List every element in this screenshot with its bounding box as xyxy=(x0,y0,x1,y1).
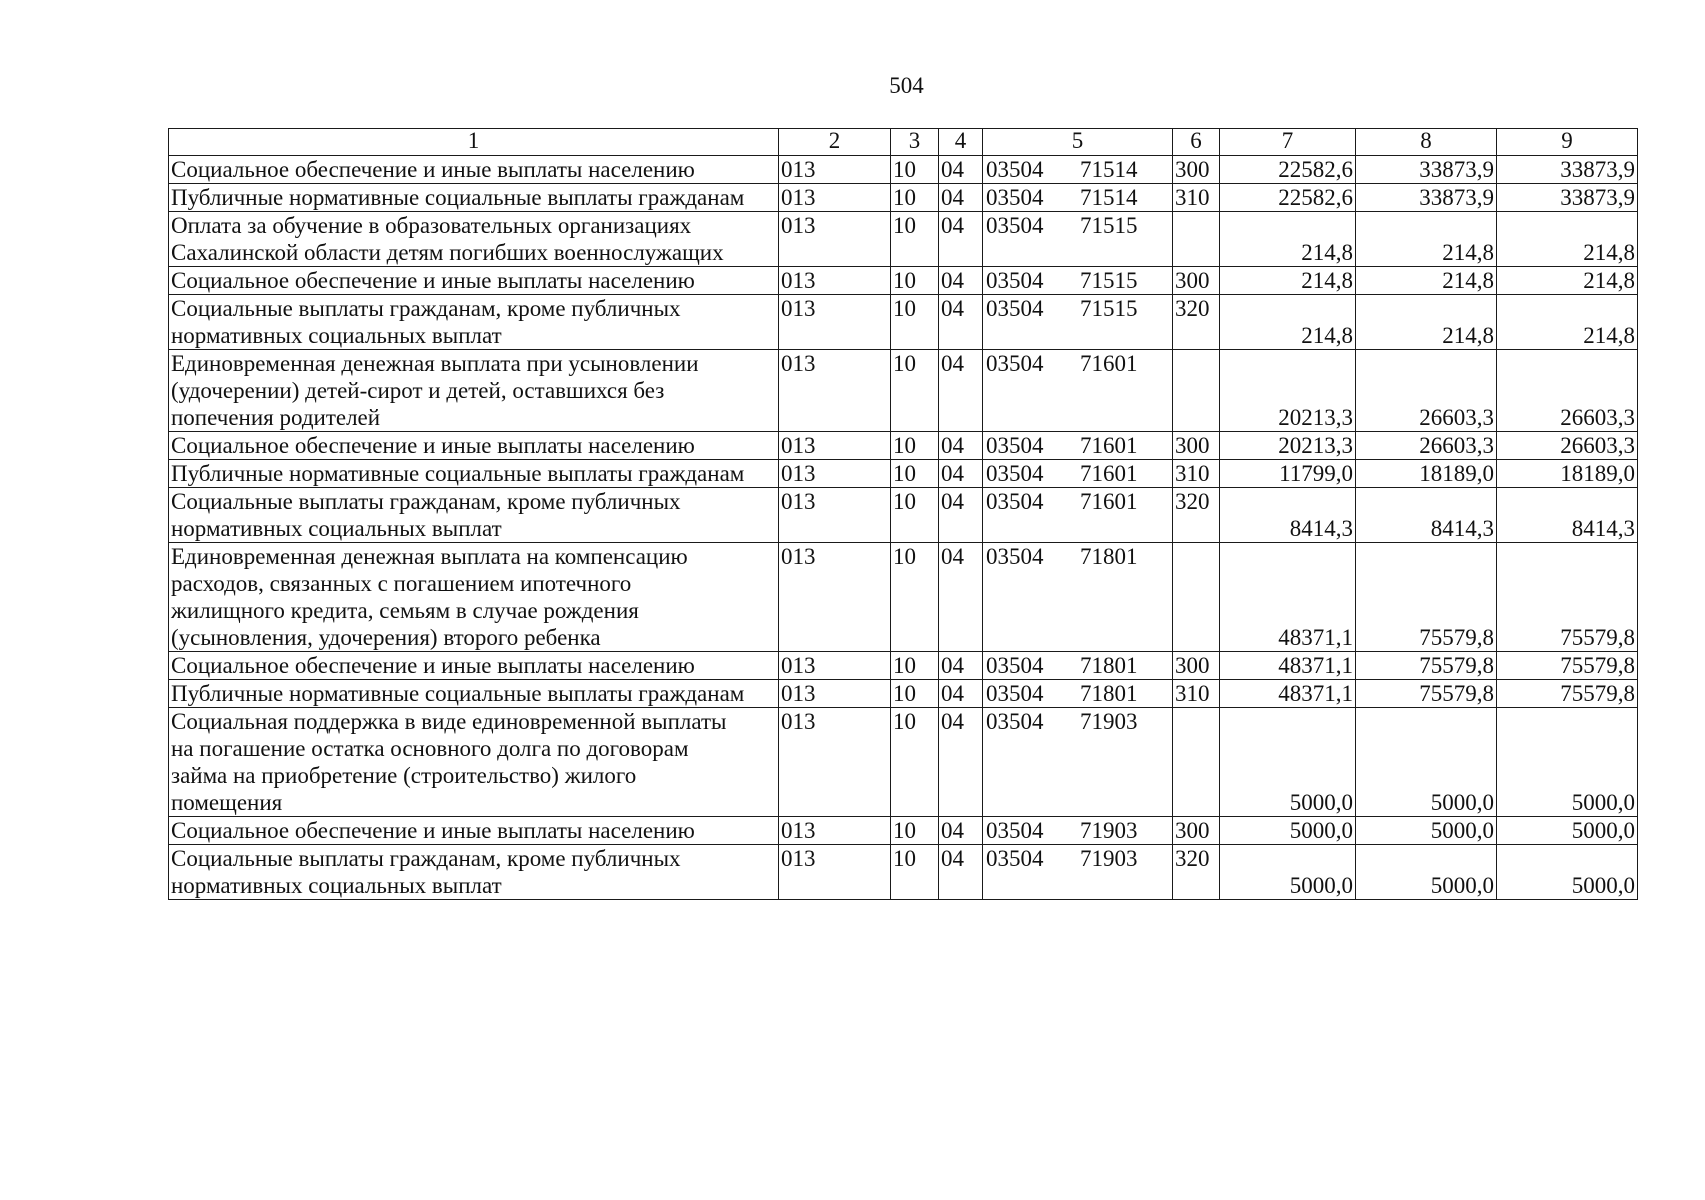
amount-col8-cell: 33873,9 xyxy=(1356,156,1497,184)
amount-col8-cell: 5000,0 xyxy=(1356,845,1497,900)
amount-col8-cell: 214,8 xyxy=(1356,295,1497,350)
ministry-code-cell: 013 xyxy=(779,652,891,680)
ministry-code-cell: 013 xyxy=(779,432,891,460)
amount-col9-cell: 8414,3 xyxy=(1497,488,1638,543)
target-item-cell xyxy=(983,543,1173,652)
table-row xyxy=(169,845,1638,900)
amount-col7-cell: 214,8 xyxy=(1220,267,1356,295)
amount-col7-cell: 48371,1 xyxy=(1220,680,1356,708)
amount-col7-cell: 48371,1 xyxy=(1220,543,1356,652)
ministry-code-cell: 013 xyxy=(779,156,891,184)
target-item-cell xyxy=(983,817,1173,845)
amount-col9-cell: 18189,0 xyxy=(1497,460,1638,488)
amount-col7-cell: 20213,3 xyxy=(1220,432,1356,460)
amount-col7-cell: 214,8 xyxy=(1220,212,1356,267)
budget-table xyxy=(168,128,1638,900)
program-code: 03504 xyxy=(986,185,1044,210)
table-row xyxy=(169,543,1638,652)
ministry-code-cell: 013 xyxy=(779,680,891,708)
expense-type-cell xyxy=(1173,708,1220,817)
section-code-cell: 10 xyxy=(891,460,939,488)
column-header-2: 2 xyxy=(779,129,891,156)
target-item-cell xyxy=(983,350,1173,432)
amount-col7-cell: 8414,3 xyxy=(1220,488,1356,543)
expense-name-cell: Социальное обеспечение и иные выплаты населению xyxy=(169,156,779,184)
program-code: 03504 xyxy=(986,213,1044,238)
ministry-code-cell: 013 xyxy=(779,845,891,900)
expense-name-cell: Социальное обеспечение и иные выплаты населению xyxy=(169,817,779,845)
table-row xyxy=(169,652,1638,680)
amount-col7-cell: 22582,6 xyxy=(1220,156,1356,184)
subsection-code-cell: 04 xyxy=(939,817,983,845)
subsection-code-cell: 04 xyxy=(939,845,983,900)
section-code-cell: 10 xyxy=(891,652,939,680)
ministry-code-cell: 013 xyxy=(779,267,891,295)
amount-col7-cell: 5000,0 xyxy=(1220,845,1356,900)
section-code-cell: 10 xyxy=(891,432,939,460)
program-code: 03504 xyxy=(986,846,1044,871)
table-row xyxy=(169,267,1638,295)
amount-col8-cell: 33873,9 xyxy=(1356,184,1497,212)
column-header-8: 8 xyxy=(1356,129,1497,156)
program-code: 03504 xyxy=(986,433,1044,458)
direction-code: 71903 xyxy=(1080,709,1138,734)
amount-col9-cell: 33873,9 xyxy=(1497,184,1638,212)
program-code: 03504 xyxy=(986,489,1044,514)
expense-name-cell: Социальные выплаты гражданам, кроме публичных нормативных социальных выплат xyxy=(169,488,779,543)
direction-code: 71601 xyxy=(1080,461,1138,486)
subsection-code-cell: 04 xyxy=(939,652,983,680)
subsection-code-cell: 04 xyxy=(939,543,983,652)
amount-col8-cell: 75579,8 xyxy=(1356,680,1497,708)
column-header-3: 3 xyxy=(891,129,939,156)
ministry-code-cell: 013 xyxy=(779,817,891,845)
direction-code: 71515 xyxy=(1080,213,1138,238)
amount-col7-cell: 11799,0 xyxy=(1220,460,1356,488)
subsection-code-cell: 04 xyxy=(939,350,983,432)
amount-col7-cell: 48371,1 xyxy=(1220,652,1356,680)
direction-code: 71903 xyxy=(1080,818,1138,843)
target-item-cell xyxy=(983,212,1173,267)
expense-name-cell: Социальные выплаты гражданам, кроме публичных нормативных социальных выплат xyxy=(169,845,779,900)
expense-type-cell: 310 xyxy=(1173,460,1220,488)
amount-col9-cell: 5000,0 xyxy=(1497,845,1638,900)
program-code: 03504 xyxy=(986,268,1044,293)
subsection-code-cell: 04 xyxy=(939,295,983,350)
amount-col9-cell: 214,8 xyxy=(1497,212,1638,267)
direction-code: 71514 xyxy=(1080,157,1138,182)
table-row xyxy=(169,432,1638,460)
ministry-code-cell: 013 xyxy=(779,295,891,350)
amount-col7-cell: 22582,6 xyxy=(1220,184,1356,212)
direction-code: 71801 xyxy=(1080,653,1138,678)
direction-code: 71903 xyxy=(1080,846,1138,871)
column-header-6: 6 xyxy=(1173,129,1220,156)
table-row xyxy=(169,156,1638,184)
section-code-cell: 10 xyxy=(891,350,939,432)
expense-name-cell: Единовременная денежная выплата при усыновлении (удочерении) детей-сирот и детей, оставшихся без попечения родителей xyxy=(169,350,779,432)
section-code-cell: 10 xyxy=(891,267,939,295)
subsection-code-cell: 04 xyxy=(939,212,983,267)
page-number: 504 xyxy=(889,73,924,98)
target-item-cell xyxy=(983,488,1173,543)
direction-code: 71515 xyxy=(1080,268,1138,293)
program-code: 03504 xyxy=(986,351,1044,376)
amount-col9-cell: 26603,3 xyxy=(1497,350,1638,432)
amount-col8-cell: 5000,0 xyxy=(1356,817,1497,845)
direction-code: 71515 xyxy=(1080,296,1138,321)
amount-col8-cell: 214,8 xyxy=(1356,212,1497,267)
section-code-cell: 10 xyxy=(891,156,939,184)
table-row xyxy=(169,708,1638,817)
ministry-code-cell: 013 xyxy=(779,708,891,817)
table-row xyxy=(169,184,1638,212)
direction-code: 71801 xyxy=(1080,681,1138,706)
amount-col8-cell: 214,8 xyxy=(1356,267,1497,295)
direction-code: 71801 xyxy=(1080,544,1138,569)
direction-code: 71601 xyxy=(1080,433,1138,458)
subsection-code-cell: 04 xyxy=(939,680,983,708)
amount-col9-cell: 5000,0 xyxy=(1497,708,1638,817)
expense-type-cell: 320 xyxy=(1173,488,1220,543)
amount-col8-cell: 18189,0 xyxy=(1356,460,1497,488)
ministry-code-cell: 013 xyxy=(779,212,891,267)
table-header xyxy=(169,129,1638,156)
expense-type-cell: 300 xyxy=(1173,652,1220,680)
target-item-cell xyxy=(983,680,1173,708)
column-header-5: 5 xyxy=(983,129,1173,156)
expense-name-cell: Оплата за обучение в образовательных организациях Сахалинской области детям погибших военнослужащих xyxy=(169,212,779,267)
amount-col7-cell: 5000,0 xyxy=(1220,817,1356,845)
program-code: 03504 xyxy=(986,709,1044,734)
amount-col8-cell: 26603,3 xyxy=(1356,432,1497,460)
ministry-code-cell: 013 xyxy=(779,184,891,212)
expense-name-cell: Социальная поддержка в виде единовременной выплаты на погашение остатка основного долга по договорам займа на приобретение (строительство) жилого помещения xyxy=(169,708,779,817)
expense-type-cell: 300 xyxy=(1173,432,1220,460)
expense-type-cell: 320 xyxy=(1173,295,1220,350)
expense-name-cell: Публичные нормативные социальные выплаты гражданам xyxy=(169,680,779,708)
expense-type-cell: 300 xyxy=(1173,817,1220,845)
table-body xyxy=(169,156,1638,900)
section-code-cell: 10 xyxy=(891,184,939,212)
column-header-1: 1 xyxy=(169,129,779,156)
column-header-4: 4 xyxy=(939,129,983,156)
ministry-code-cell: 013 xyxy=(779,543,891,652)
target-item-cell xyxy=(983,156,1173,184)
program-code: 03504 xyxy=(986,818,1044,843)
amount-col9-cell: 26603,3 xyxy=(1497,432,1638,460)
subsection-code-cell: 04 xyxy=(939,708,983,817)
target-item-cell xyxy=(983,267,1173,295)
section-code-cell: 10 xyxy=(891,817,939,845)
column-header-9: 9 xyxy=(1497,129,1638,156)
section-code-cell: 10 xyxy=(891,708,939,817)
program-code: 03504 xyxy=(986,296,1044,321)
program-code: 03504 xyxy=(986,544,1044,569)
target-item-cell xyxy=(983,460,1173,488)
header-row xyxy=(169,129,1638,156)
expense-type-cell: 310 xyxy=(1173,184,1220,212)
table-row xyxy=(169,817,1638,845)
subsection-code-cell: 04 xyxy=(939,267,983,295)
expense-name-cell: Социальные выплаты гражданам, кроме публичных нормативных социальных выплат xyxy=(169,295,779,350)
table-row xyxy=(169,295,1638,350)
subsection-code-cell: 04 xyxy=(939,488,983,543)
program-code: 03504 xyxy=(986,461,1044,486)
ministry-code-cell: 013 xyxy=(779,488,891,543)
target-item-cell xyxy=(983,432,1173,460)
expense-name-cell: Социальное обеспечение и иные выплаты населению xyxy=(169,267,779,295)
expense-type-cell: 310 xyxy=(1173,680,1220,708)
subsection-code-cell: 04 xyxy=(939,432,983,460)
table-row xyxy=(169,212,1638,267)
amount-col8-cell: 75579,8 xyxy=(1356,543,1497,652)
section-code-cell: 10 xyxy=(891,845,939,900)
table-row xyxy=(169,350,1638,432)
amount-col8-cell: 5000,0 xyxy=(1356,708,1497,817)
expense-type-cell xyxy=(1173,543,1220,652)
direction-code: 71601 xyxy=(1080,351,1138,376)
program-code: 03504 xyxy=(986,653,1044,678)
amount-col9-cell: 75579,8 xyxy=(1497,652,1638,680)
section-code-cell: 10 xyxy=(891,680,939,708)
expense-name-cell: Социальное обеспечение и иные выплаты населению xyxy=(169,432,779,460)
amount-col9-cell: 75579,8 xyxy=(1497,680,1638,708)
ministry-code-cell: 013 xyxy=(779,460,891,488)
amount-col8-cell: 8414,3 xyxy=(1356,488,1497,543)
expense-type-cell: 300 xyxy=(1173,267,1220,295)
amount-col8-cell: 26603,3 xyxy=(1356,350,1497,432)
expense-type-cell: 320 xyxy=(1173,845,1220,900)
amount-col7-cell: 20213,3 xyxy=(1220,350,1356,432)
amount-col9-cell: 5000,0 xyxy=(1497,817,1638,845)
ministry-code-cell: 013 xyxy=(779,350,891,432)
subsection-code-cell: 04 xyxy=(939,156,983,184)
direction-code: 71601 xyxy=(1080,489,1138,514)
direction-code: 71514 xyxy=(1080,185,1138,210)
expense-type-cell xyxy=(1173,350,1220,432)
column-header-7: 7 xyxy=(1220,129,1356,156)
section-code-cell: 10 xyxy=(891,543,939,652)
target-item-cell xyxy=(983,845,1173,900)
amount-col9-cell: 33873,9 xyxy=(1497,156,1638,184)
table-row xyxy=(169,460,1638,488)
table-row xyxy=(169,488,1638,543)
amount-col8-cell: 75579,8 xyxy=(1356,652,1497,680)
target-item-cell xyxy=(983,184,1173,212)
section-code-cell: 10 xyxy=(891,295,939,350)
expense-name-cell: Публичные нормативные социальные выплаты гражданам xyxy=(169,460,779,488)
section-code-cell: 10 xyxy=(891,488,939,543)
expense-type-cell: 300 xyxy=(1173,156,1220,184)
amount-col9-cell: 214,8 xyxy=(1497,295,1638,350)
subsection-code-cell: 04 xyxy=(939,460,983,488)
table-row xyxy=(169,680,1638,708)
expense-name-cell: Социальное обеспечение и иные выплаты населению xyxy=(169,652,779,680)
target-item-cell xyxy=(983,652,1173,680)
amount-col7-cell: 214,8 xyxy=(1220,295,1356,350)
section-code-cell: 10 xyxy=(891,212,939,267)
expense-type-cell xyxy=(1173,212,1220,267)
amount-col7-cell: 5000,0 xyxy=(1220,708,1356,817)
amount-col9-cell: 214,8 xyxy=(1497,267,1638,295)
target-item-cell xyxy=(983,295,1173,350)
program-code: 03504 xyxy=(986,681,1044,706)
amount-col9-cell: 75579,8 xyxy=(1497,543,1638,652)
target-item-cell xyxy=(983,708,1173,817)
subsection-code-cell: 04 xyxy=(939,184,983,212)
expense-name-cell: Единовременная денежная выплата на компенсацию расходов, связанных с погашением ипотечного жилищного кредита, семьям в случае рождения (усыновления, удочерения) второго ребенка xyxy=(169,543,779,652)
expense-name-cell: Публичные нормативные социальные выплаты гражданам xyxy=(169,184,779,212)
program-code: 03504 xyxy=(986,157,1044,182)
